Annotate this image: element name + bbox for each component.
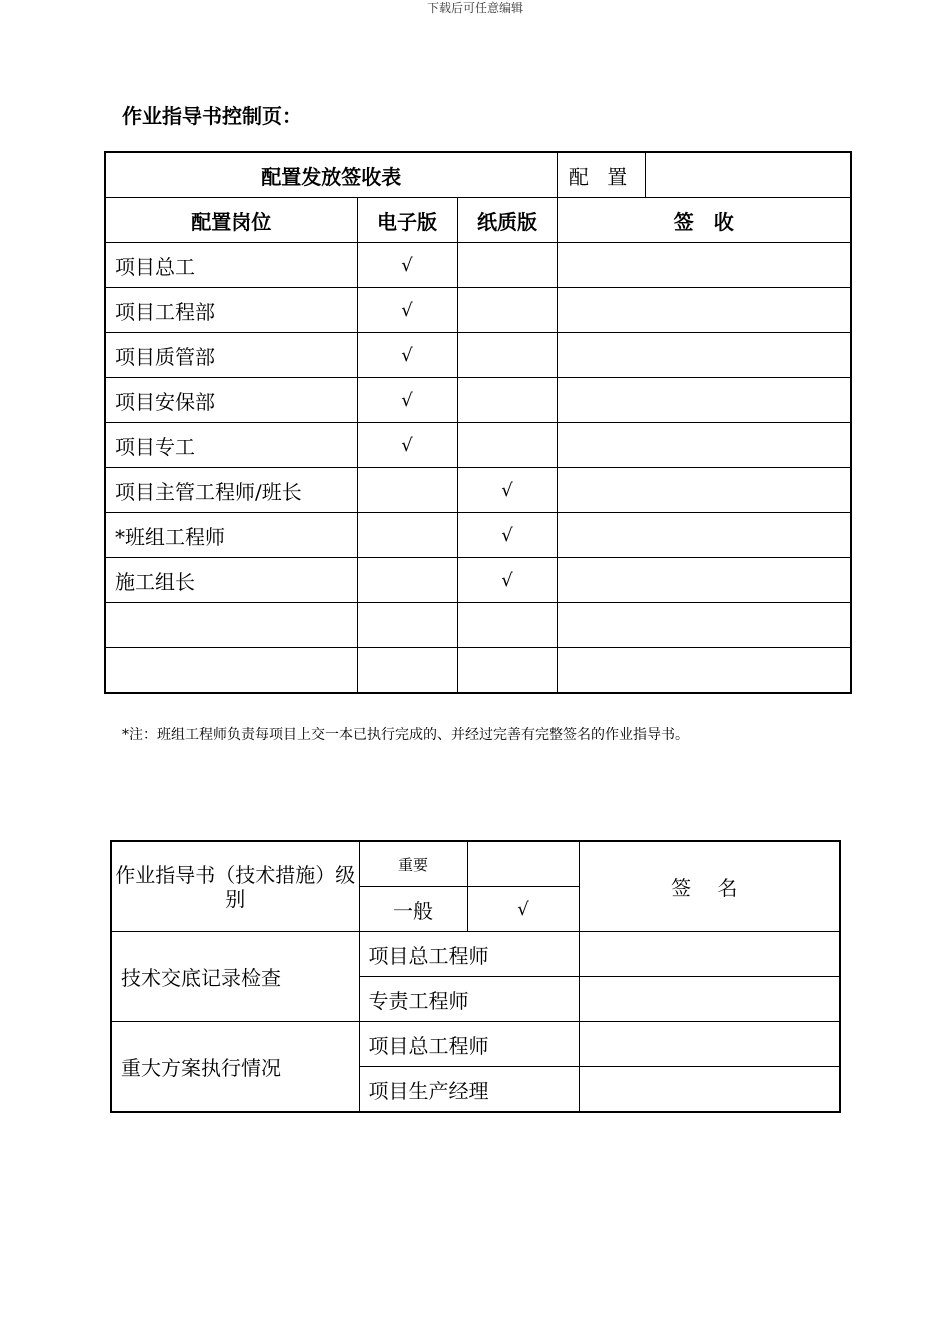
paper-check-cell	[457, 333, 557, 378]
paper-check-cell	[457, 243, 557, 288]
paper-check-cell[interactable]	[457, 648, 557, 694]
electronic-check-cell: √	[357, 423, 457, 468]
level-label: 作业指导书（技术措施）级别	[111, 841, 359, 932]
electronic-check-cell: √	[357, 243, 457, 288]
table-row	[105, 423, 851, 468]
table-row	[105, 603, 851, 648]
post-cell: 项目主管工程师/班长	[105, 468, 357, 513]
important-check-cell[interactable]	[467, 841, 579, 887]
paper-check-cell: √	[457, 468, 557, 513]
sign-cell[interactable]	[557, 288, 851, 333]
paper-check-cell[interactable]	[457, 603, 557, 648]
general-check-cell[interactable]: √	[467, 887, 579, 932]
instruction-level-table	[110, 840, 841, 1113]
electronic-check-cell[interactable]	[357, 603, 457, 648]
header-note: 下载后可任意编辑	[426, 1, 523, 15]
config-value-cell[interactable]	[645, 152, 851, 198]
table-row	[105, 243, 851, 288]
electronic-check-cell[interactable]	[357, 648, 457, 694]
post-cell: 施工组长	[105, 558, 357, 603]
role-cell: 项目总工程师	[359, 932, 579, 977]
distribution-signoff-table	[104, 151, 852, 694]
table-row	[105, 288, 851, 333]
sign-cell[interactable]	[557, 468, 851, 513]
post-cell: 项目质管部	[105, 333, 357, 378]
sign-cell[interactable]	[557, 603, 851, 648]
sign-cell[interactable]	[557, 648, 851, 694]
page-title: 作业指导书控制页：	[122, 104, 302, 128]
column-header-electronic: 电子版	[357, 198, 457, 243]
electronic-check-cell	[357, 513, 457, 558]
paper-check-cell: √	[457, 513, 557, 558]
electronic-check-cell	[357, 468, 457, 513]
role-cell: 项目生产经理	[359, 1067, 579, 1113]
table-row	[105, 333, 851, 378]
electronic-check-cell: √	[357, 378, 457, 423]
distribution-table-title: 配置发放签收表	[105, 152, 557, 198]
sign-cell[interactable]	[557, 243, 851, 288]
sign-title: 签 名	[579, 841, 840, 932]
table-row	[105, 468, 851, 513]
paper-check-cell	[457, 378, 557, 423]
sign-cell[interactable]	[557, 378, 851, 423]
signature-cell[interactable]	[579, 977, 840, 1022]
column-header-post: 配置岗位	[105, 198, 357, 243]
post-cell: *班组工程师	[105, 513, 357, 558]
electronic-check-cell: √	[357, 333, 457, 378]
post-cell: 项目总工	[105, 243, 357, 288]
post-cell: 项目工程部	[105, 288, 357, 333]
sign-cell[interactable]	[557, 423, 851, 468]
general-label: 一般	[359, 887, 467, 932]
section-label: 技术交底记录检查	[111, 932, 359, 1022]
table-row	[105, 648, 851, 694]
table-row	[105, 558, 851, 603]
signature-cell[interactable]	[579, 932, 840, 977]
sign-cell[interactable]	[557, 333, 851, 378]
post-cell[interactable]	[105, 648, 357, 694]
post-cell[interactable]	[105, 603, 357, 648]
sign-cell[interactable]	[557, 513, 851, 558]
role-cell: 项目总工程师	[359, 1022, 579, 1067]
paper-check-cell	[457, 288, 557, 333]
paper-check-cell	[457, 423, 557, 468]
post-cell: 项目安保部	[105, 378, 357, 423]
signature-cell[interactable]	[579, 1067, 840, 1113]
column-header-paper: 纸质版	[457, 198, 557, 243]
signature-cell[interactable]	[579, 1022, 840, 1067]
important-label: 重要	[359, 841, 467, 887]
table-row	[105, 378, 851, 423]
paper-check-cell: √	[457, 558, 557, 603]
post-cell: 项目专工	[105, 423, 357, 468]
table-row	[105, 513, 851, 558]
electronic-check-cell: √	[357, 288, 457, 333]
config-label: 配 置	[557, 152, 645, 198]
column-header-sign: 签 收	[557, 198, 851, 243]
role-cell: 专责工程师	[359, 977, 579, 1022]
electronic-check-cell	[357, 558, 457, 603]
sign-cell[interactable]	[557, 558, 851, 603]
footnote: *注：班组工程师负责每项目上交一本已执行完成的、并经过完善有完整签名的作业指导书。	[122, 727, 689, 743]
section-label: 重大方案执行情况	[111, 1022, 359, 1113]
